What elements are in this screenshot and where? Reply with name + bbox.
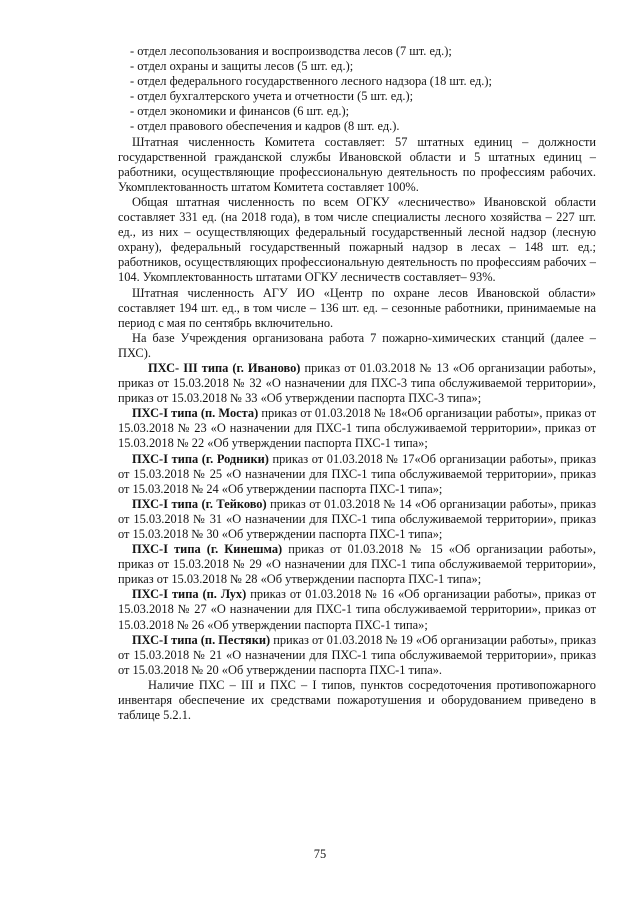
list-item: - отдел экономики и финансов (6 шт. ед.); (130, 104, 350, 119)
list-item: - отдел федерального государственного лесного надзора (18 шт. ед.); (130, 74, 492, 89)
station-orders: приказ от 01.03.2018 № 19 «Об организации работы», приказ от 15.03.2018 № 21 «О назначении для ПХС-1 типа обслуживаемой территории», приказ от 15.03.2018 № 20 «Об утверждении паспорта ПХС-1 типа». (118, 632, 596, 677)
page-number: 75 (313, 847, 327, 861)
station-name: ПХС-I типа (г. Кинешма) (132, 542, 283, 557)
station-orders: приказ от 01.03.2018 № 13 «Об организации работы», приказ от 15.03.2018 № 32 «О назначении для ПХС-3 типа обслуживаемой территории», приказ от 15.03.2018 № 33 «Об утверждении паспорта ПХС-3 типа»; (118, 360, 596, 406)
list-item: - отдел бухгалтерского учета и отчетности (5 шт. ед.); (130, 89, 414, 104)
station-name: ПХС- III типа (г. Иваново) (148, 360, 301, 375)
pkhs-intro-paragraph: На базе Учреждения организована работа 7 пожарно-химических станций (далее – ПХС). (118, 330, 596, 360)
station-orders: приказ от 01.03.2018 № 18«Об организации работы», приказ от 15.03.2018 № 23 «О назначении для ПХС-1 типа обслуживаемой территории», приказ от 15.03.2018 № 22 «Об утверждении паспорта ПХС-1 типа»; (118, 406, 596, 451)
committee-staff-paragraph: Штатная численность Комитета составляет: 57 штатных единиц – должности государственной гражданской службы Ивановской области и 5 штатных единиц – работники, осуществляющие профессиональную деятельность по профессиям рабочих. Укомплектованность штатом Комитета составляет 100%. (118, 134, 596, 194)
station-name: ПХС-I типа (п. Пестяки) (132, 632, 271, 647)
station-name: ПХС-I типа (г. Тейково) (132, 496, 267, 511)
station-name: ПХС-I типа (п. Моста) (132, 406, 259, 421)
station-orders: приказ от 01.03.2018 № 15 «Об организации работы», приказ от 15.03.2018 № 29 «О назначении для ПХС-1 типа обслуживаемой территории», приказ от 15.03.2018 № 28 «Об утверждении паспорта ПХС-1 типа»; (118, 542, 596, 587)
agu-staff-paragraph: Штатная численность АГУ ИО «Центр по охране лесов Ивановской области» составляет 194 шт. ед., в том числе – 136 шт. ед. – сезонные работники, принимаемые на период с мая по сентябрь включительно. (118, 285, 596, 330)
station-paragraph (118, 497, 596, 542)
station-orders: приказ от 01.03.2018 № 16 «Об организации работы», приказ от 15.03.2018 № 27 «О назначении для ПХС-1 типа обслуживаемой территории», приказ от 15.03.2018 № 26 «Об утверждении паспорта ПХС-1 типа»; (118, 587, 596, 632)
ogku-staff-paragraph: Общая штатная численность по всем ОГКУ «лесничество» Ивановской области составляет 331 ед. (на 2018 года), в том числе специалисты лесного хозяйства – 227 шт. ед., из них – осуществляющих федеральный государственный лесной надзор (лесную охрану), федеральный государственный пожарный надзор в лесах – 148 шт. ед.; работников, осуществляющих профессиональную деятельность по профессиям рабочих – 104. Укомплектованность штатами ОГКУ лесничеств составляет– 93%. (118, 194, 596, 285)
closing-paragraph: Наличие ПХС – III и ПХС – I типов, пунктов сосредоточения противопожарного инвентаря обеспечение их средствами пожаротушения и оборудованием приведено в таблице 5.2.1. (118, 677, 596, 723)
body-text (118, 44, 596, 723)
list-item: - отдел правового обеспечения и кадров (8 шт. ед.). (130, 119, 400, 134)
station-paragraph (118, 452, 596, 497)
list-item: - отдел охраны и защиты лесов (5 шт. ед.); (130, 59, 354, 74)
station-paragraph (118, 406, 596, 451)
station-name: ПХС-I типа (п. Лух) (132, 587, 247, 602)
list-item: - отдел лесопользования и воспроизводства лесов (7 шт. ед.); (130, 44, 452, 58)
station-paragraph (118, 633, 596, 678)
station-name: ПХС-I типа (г. Родники) (132, 451, 269, 466)
station-orders: приказ от 01.03.2018 № 14 «Об организации работы», приказ от 15.03.2018 № 31 «О назначении для ПХС-1 типа обслуживаемой территории», приказ от 15.03.2018 № 30 «Об утверждении паспорта ПХС-1 типа»; (118, 496, 596, 541)
station-paragraph (118, 361, 596, 406)
station-orders: приказ от 01.03.2018 № 17«Об организации работы», приказ от 15.03.2018 № 25 «О назначении для ПХС-1 типа обслуживаемой территории», приказ от 15.03.2018 № 24 «Об утверждении паспорта ПХС-1 типа»; (118, 451, 596, 496)
station-paragraph (118, 542, 596, 587)
station-paragraph (118, 587, 596, 632)
